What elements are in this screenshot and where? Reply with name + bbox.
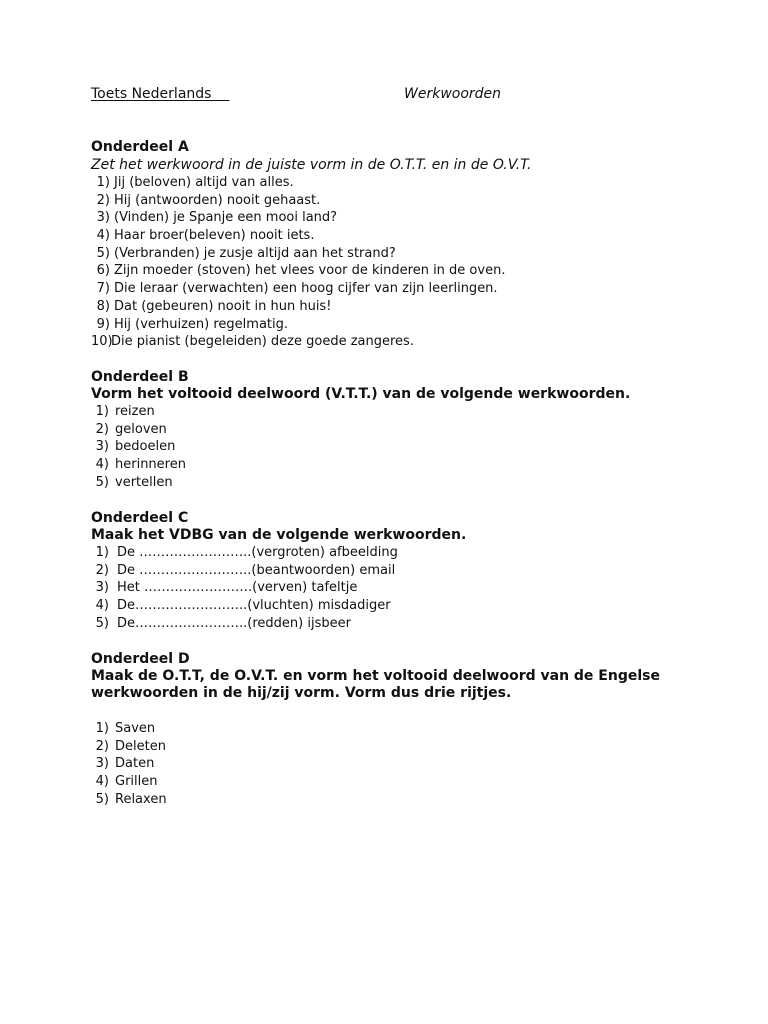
list-item: 1) De ……………………..(vergroten) afbeelding [95, 545, 398, 560]
test-title: Toets Nederlands [91, 86, 230, 102]
list-item: 9) Hij (verhuizen) regelmatig. [96, 316, 289, 332]
section-a-instruction: Zet het werkwoord in de juiste vorm in de O.T.T. en in de O.V.T. [91, 157, 532, 173]
section-b-title: Onderdeel B [91, 369, 189, 385]
section-b [91, 369, 731, 491]
section-c-list [91, 544, 731, 632]
list-item: 4) De……………………..(vluchten) misdadiger [95, 598, 391, 614]
list-item: 1) Saven [95, 721, 156, 736]
section-b-list [91, 403, 731, 491]
section-a-title: Onderdeel A [91, 139, 189, 155]
list-item: 2) De ……………………..(beantwoorden) email [95, 562, 396, 578]
list-item: 3) Daten [95, 756, 155, 772]
list-item: 10) Die pianist (begeleiden) deze goede zangeres. [91, 334, 414, 350]
section-b-instruction: Vorm het voltooid deelwoord (V.T.T.) van de volgende werkwoorden. [91, 386, 631, 402]
section-a [91, 139, 731, 351]
list-item: 5) vertellen [95, 474, 173, 490]
test-subject: Werkwoorden [404, 86, 502, 102]
section-d-instruction-line2: werkwoorden in de hij/zij vorm. Vorm dus drie rijtjes. [91, 685, 512, 701]
list-item: 3) Het …………………….(verven) tafeltje [95, 580, 358, 596]
list-item: 4) Haar broer(beleven) nooit iets. [96, 228, 315, 244]
list-item: 1) Jij (beloven) altijd van alles. [96, 175, 294, 190]
list-item: 1) reizen [95, 404, 155, 419]
list-item: 5) (Verbranden) je zusje altijd aan het strand? [96, 245, 396, 261]
list-item: 4) herinneren [95, 457, 186, 473]
list-item: 5) De……………………..(redden) ijsbeer [95, 615, 351, 631]
section-d-instruction-line1: Maak de O.T.T, de O.V.T. en vorm het voltooid deelwoord van de Engelse [91, 668, 660, 684]
list-item: 3) bedoelen [95, 439, 176, 455]
list-item: 6) Zijn moeder (stoven) het vlees voor de kinderen in de oven. [96, 263, 506, 279]
list-item: 5) Relaxen [95, 791, 167, 807]
list-item: 7) Die leraar (verwachten) een hoog cijfer van zijn leerlingen. [96, 281, 498, 297]
section-d-title: Onderdeel D [91, 651, 190, 667]
list-item: 4) Grillen [95, 774, 158, 790]
section-c [91, 510, 731, 632]
list-item: 3) (Vinden) je Spanje een mooi land? [96, 210, 338, 226]
document-header [91, 86, 691, 106]
list-item: 2) geloven [95, 421, 167, 437]
list-item: 2) Hij (antwoorden) nooit gehaast. [96, 192, 321, 208]
section-d [91, 651, 731, 808]
list-item: 8) Dat (gebeuren) nooit in hun huis! [96, 298, 332, 314]
section-c-title: Onderdeel C [91, 510, 189, 526]
section-d-list [91, 720, 731, 808]
section-a-list [91, 174, 731, 351]
list-item: 2) Deleten [95, 738, 166, 754]
section-c-instruction: Maak het VDBG van de volgende werkwoorden. [91, 527, 467, 543]
